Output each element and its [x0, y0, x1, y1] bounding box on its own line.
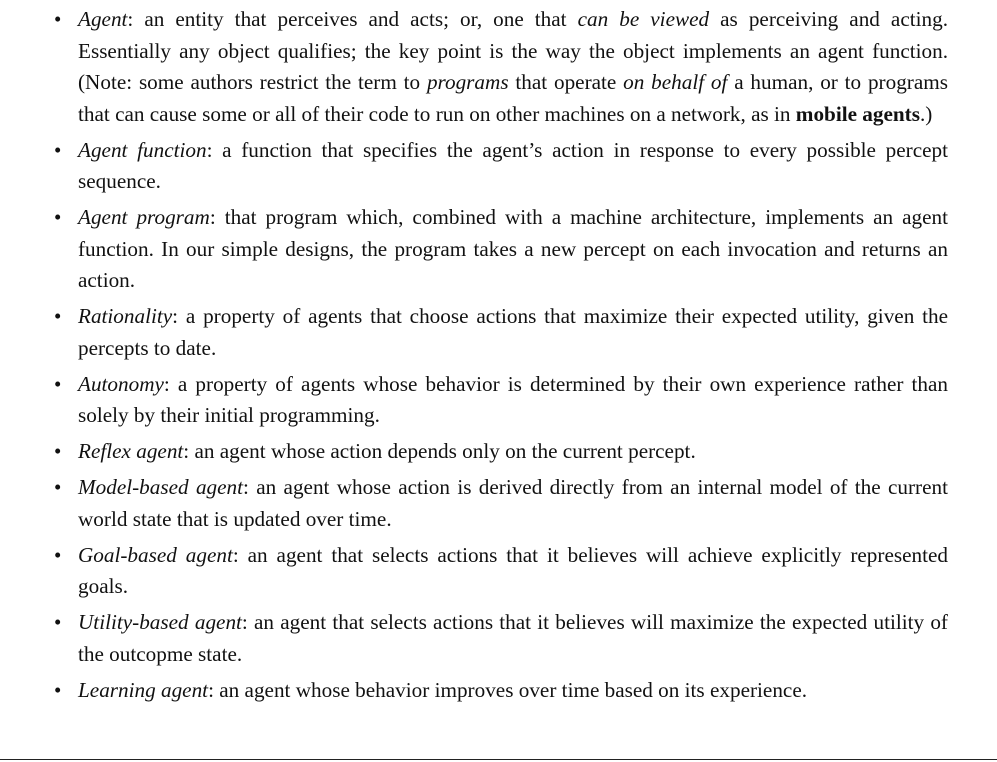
definition-term: Goal-based agent	[78, 542, 233, 567]
definition-text: as perceiving and acting. Essentially any object qualifies; the key point is the way the object implements an agent function. (Note: some authors restrict the term to	[78, 7, 948, 94]
definition-text: : an agent whose action depends only on the current percept.	[183, 439, 696, 463]
definition-term: Model-based agent	[78, 475, 244, 499]
bullet-icon: •	[54, 475, 62, 499]
bullet-icon: •	[54, 205, 62, 229]
definition-item	[54, 135, 949, 198]
definition-item	[54, 472, 948, 535]
definition-term: Reflex agent	[78, 439, 184, 463]
bullet-icon: •	[54, 610, 62, 634]
definition-text: : a property of agents that choose actions that maximize their expected utility, given the percepts to date.	[78, 304, 948, 360]
definition-text: : an agent that selects actions that it believes will maximize the expected utility of the outcopme state.	[78, 610, 948, 666]
definition-item	[54, 540, 948, 603]
definition-item	[54, 369, 948, 432]
definition-text: : a function that specifies the agent’s action in response to every possible percept sequence.	[78, 137, 949, 193]
bullet-icon: •	[54, 137, 62, 162]
footer-divider	[0, 759, 997, 760]
definition-text: .)	[919, 101, 933, 126]
definition-term: Learning agent	[78, 677, 209, 702]
definition-text: that operate	[508, 70, 624, 94]
definition-item	[54, 4, 948, 130]
definition-text: : an entity that perceives and acts; or, one that	[127, 7, 578, 31]
definition-item	[54, 301, 948, 364]
definition-term: Agent program	[78, 205, 210, 229]
definition-item	[54, 675, 948, 707]
definition-term: Autonomy	[78, 371, 164, 396]
definition-text: : an agent whose behavior improves over time based on its experience.	[208, 677, 808, 702]
definition-list	[54, 4, 949, 711]
definition-text: : an agent whose action is derived directly from an internal model of the current world state that is updated over time.	[78, 475, 948, 531]
definition-term: Agent function	[78, 137, 207, 162]
bullet-icon: •	[54, 439, 62, 463]
definition-term: Agent	[78, 7, 128, 31]
emphasized-text: can be viewed	[577, 7, 710, 31]
emphasized-text: on behalf of	[623, 70, 728, 94]
bullet-icon: •	[54, 371, 62, 396]
definition-text: a human, or to programs that can cause some or all of their code to run on other machines on a network, as in	[78, 70, 948, 126]
definition-item	[54, 436, 948, 468]
bullet-icon: •	[54, 304, 62, 328]
bullet-icon: •	[54, 542, 62, 567]
bold-term: mobile agents	[795, 101, 920, 126]
definition-term: Utility-based agent	[78, 610, 242, 634]
definition-item	[54, 202, 948, 297]
bullet-icon: •	[54, 7, 62, 31]
definition-item	[54, 607, 948, 670]
definition-term: Rationality	[78, 304, 173, 328]
bullet-icon: •	[54, 677, 62, 702]
definition-text: : an agent that selects actions that it believes will achieve explicitly represented goals.	[78, 542, 948, 598]
emphasized-text: programs	[426, 70, 509, 94]
definition-text: : a property of agents whose behavior is determined by their own experience rather than solely by their initial programming.	[78, 371, 948, 427]
definition-text: : that program which, combined with a machine architecture, implements an agent function. In our simple designs, the program takes a new percept on each invocation and returns an action.	[78, 205, 948, 292]
